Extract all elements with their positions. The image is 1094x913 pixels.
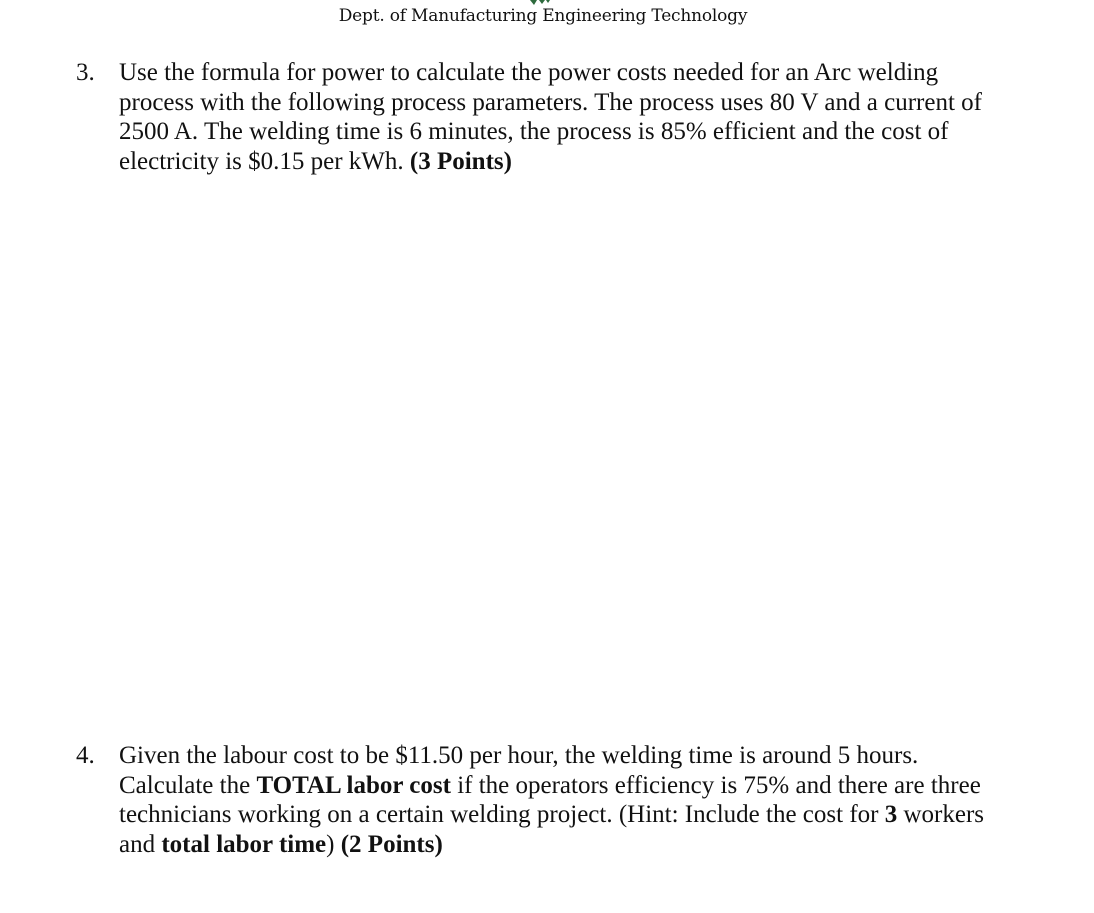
emphasis-total-labor-cost: TOTAL labor cost — [256, 771, 451, 799]
points-label: (3 Points) — [409, 147, 512, 175]
university-logo-fragment — [528, 0, 550, 5]
question-line: and total labor time) (2 Points) — [119, 830, 443, 858]
question-number: 4. — [76, 742, 95, 769]
emphasis-total-labor-time: total labor time — [161, 830, 327, 858]
question-line: Calculate the TOTAL labor cost if the operators efficiency is 75% and there are three — [119, 771, 981, 799]
question-text — [119, 58, 1039, 176]
question-line: electricity is $0.15 per kWh. (3 Points) — [119, 147, 512, 175]
question-number: 3. — [76, 59, 95, 86]
emphasis-worker-count: 3 — [884, 801, 898, 828]
question-line: Given the labour cost to be $11.50 per hour, the welding time is around 5 hours. — [119, 742, 919, 769]
question-text — [119, 741, 1039, 859]
department-name: Dept. of Manufacturing Engineering Technology — [338, 6, 748, 26]
page-header — [0, 6, 1094, 26]
points-label: (2 Points) — [340, 830, 443, 858]
question-line: 2500 A. The welding time is 6 minutes, the process is 85% efficient and the cost of — [119, 118, 949, 145]
question-line: Use the formula for power to calculate the power costs needed for an Arc welding — [119, 59, 939, 86]
question-line: process with the following process parameters. The process uses 80 V and a current of — [119, 88, 982, 116]
question-line: technicians working on a certain welding project. (Hint: Include the cost for 3 workers — [119, 801, 985, 828]
